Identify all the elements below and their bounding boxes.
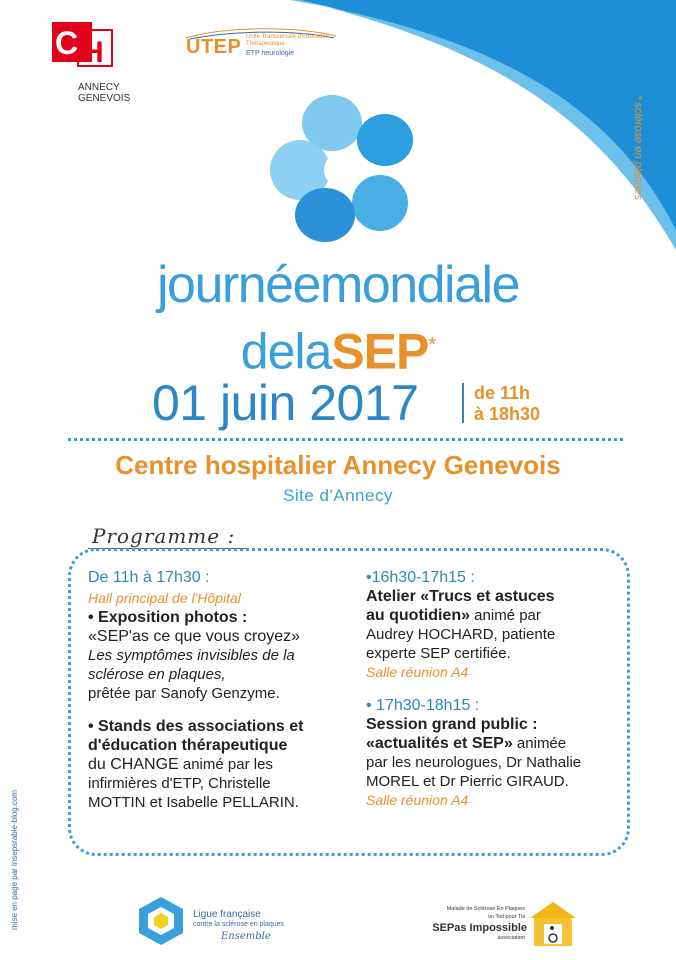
atelier-line4: experte SEP certifiée. <box>366 645 511 662</box>
svg-text:C: C <box>55 25 79 61</box>
atelier-line1: Atelier «Trucs et astuces <box>366 588 555 605</box>
programme-label: Programme : <box>92 524 236 548</box>
right-time1: •16h30-17h15 : <box>366 569 475 586</box>
stands-line2: infirmières d'ETP, Christelle <box>88 775 271 792</box>
session-line4: MOREL et Dr Pierric GIRAUD. <box>366 773 569 790</box>
utep-logo <box>176 28 346 64</box>
venue-name: Centre hospitalier Annecy Genevois <box>115 450 561 480</box>
ch-annecy-logo <box>52 22 144 112</box>
stands-line1: du CHANGE animé par les <box>88 756 273 773</box>
atelier-line3: Audrey HOCHARD, patiente <box>366 626 556 643</box>
side-note: * sclérose en plaques <box>632 95 644 201</box>
ch-logo-text: ANNECY GENEVOIS <box>78 82 131 104</box>
utep-department: ETP neurologie <box>246 50 295 57</box>
svg-text:H: H <box>82 36 104 69</box>
title-line1: journéemondiale <box>157 256 519 314</box>
session-line2: «actualités et SEP» animée <box>366 735 567 752</box>
room2: Salle réunion A4 <box>366 792 469 808</box>
layout-credit: mise en page par insepsrable-blog.com <box>10 789 19 930</box>
event-time-start: de 11h <box>474 383 531 403</box>
title-line2: delaSEP* <box>240 323 436 380</box>
utep-name: UTEP <box>186 36 242 58</box>
left-time: De 11h à 17h30 : <box>88 569 210 586</box>
session-line3: par les neurologues, Dr Nathalie <box>366 754 582 771</box>
programme-left-column <box>88 568 358 812</box>
house-wheelchair-icon <box>528 900 578 948</box>
utep-subtitle: Unité Transversale d'Education Thérapeutique <box>246 34 329 47</box>
stands-line3: MOTTIN et Isabelle PELLARIN. <box>88 794 299 811</box>
expo-title: • Exposition photos : <box>88 609 248 626</box>
expo-desc1: Les symptômes invisibles de la <box>88 647 295 664</box>
event-date: 01 juin 2017 <box>152 375 419 431</box>
stands-title1: • Stands des associations et <box>88 718 304 735</box>
stands-title2: d'éducation thérapeutique <box>88 737 288 754</box>
programme-right-column <box>366 568 622 810</box>
room1: Salle réunion A4 <box>366 664 469 680</box>
ligue-logo: Ligue française contre la sclérose en plaques Ensemble <box>135 895 315 950</box>
left-place: Hall principal de l'Hôpital <box>88 590 241 606</box>
ligue-hexagon-icon <box>135 895 187 947</box>
dotted-divider <box>68 438 623 441</box>
sepas-logo: Malade de Sclérose En Plaques un Toit pour Toi SEPas Impossible association <box>400 900 580 950</box>
expo-quote: «SEP'as ce que vous croyez» <box>88 628 301 645</box>
expo-credit: prêtée par Sanofy Genzyme. <box>88 685 280 702</box>
title-sep: SEP <box>331 323 429 380</box>
event-time-end: à 18h30 <box>474 404 541 424</box>
right-time2: • 17h30-18h15 : <box>366 697 480 714</box>
session-line1: Session grand public : <box>366 716 538 733</box>
ch-logo-icon <box>52 22 144 82</box>
venue-site: Site d'Annecy <box>283 486 393 505</box>
expo-desc2: sclérose en plaques, <box>88 666 226 683</box>
atelier-line2: au quotidien» animé par <box>366 607 541 624</box>
date-divider <box>462 383 467 423</box>
flower-icon <box>270 85 420 245</box>
